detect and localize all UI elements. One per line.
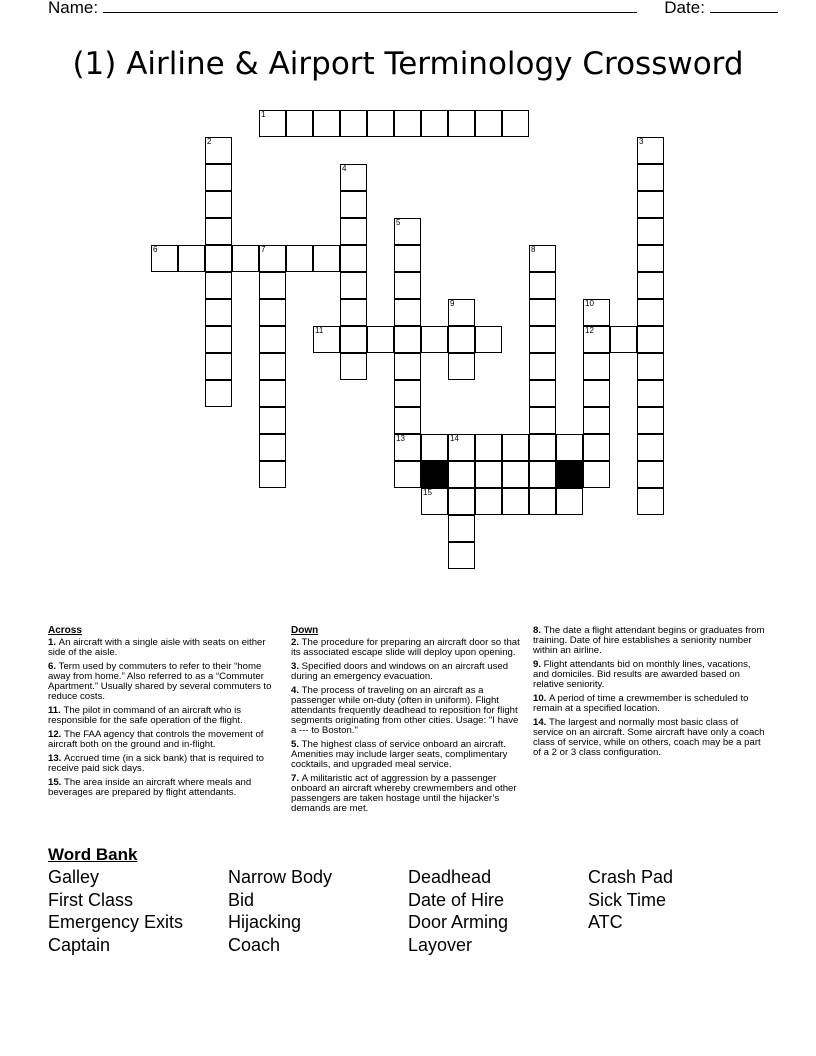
word-bank-item: Emergency Exits [48, 912, 184, 933]
word-bank-item: Coach [228, 935, 281, 956]
clue-text: A militaristic act of aggression by a passenger onboard an aircraft whereby crewmembers and other passengers are taken hostage until the hijacker’s demands are met. [291, 773, 517, 814]
grid-cell[interactable] [529, 299, 556, 326]
name-label: Name: [48, 0, 99, 17]
grid-cell[interactable] [475, 434, 502, 461]
clue-number: 8 [531, 245, 536, 254]
clue-text: Term used by commuters to refer to their “home away from home.” Also referred to as a “Commuter Apartment.” Usually shared by several commuters to reduce costs. [48, 661, 272, 702]
grid-cell[interactable] [367, 110, 394, 137]
clue-number: 11. [48, 705, 64, 716]
clue-text: A period of time a crewmember is scheduled to remain at a specified location. [533, 693, 749, 714]
clue-text: The FAA agency that controls the movement of aircraft both on the ground and in-flight. [48, 729, 264, 750]
clue [533, 694, 767, 714]
clue [533, 718, 767, 758]
grid-cell[interactable] [637, 461, 664, 488]
grid-cell[interactable] [394, 272, 421, 299]
grid-cell[interactable] [637, 245, 664, 272]
grid-cell[interactable] [502, 110, 529, 137]
grid-cell[interactable] [637, 272, 664, 299]
grid-cell[interactable] [502, 461, 529, 488]
clue-number: 14. [533, 717, 550, 728]
grid-cell[interactable] [340, 218, 367, 245]
clue-number: 1. [48, 637, 59, 648]
grid-cell[interactable] [205, 191, 232, 218]
clue-text: The area inside an aircraft where meals and beverages are prepared by flight attendants. [48, 777, 252, 798]
grid-cell[interactable] [637, 488, 664, 515]
clue-number: 2 [207, 137, 212, 146]
grid-cell[interactable] [259, 434, 286, 461]
grid-cell[interactable] [421, 434, 448, 461]
grid-cell[interactable] [637, 353, 664, 380]
grid-cell[interactable] [583, 407, 610, 434]
grid-cell[interactable] [637, 434, 664, 461]
blocked-cell [556, 461, 583, 488]
clue-number: 5. [291, 739, 302, 750]
clue [48, 662, 282, 702]
grid-cell[interactable] [448, 353, 475, 380]
grid-cell[interactable] [583, 353, 610, 380]
word-bank-item: Crash Pad [588, 867, 674, 887]
grid-cell[interactable] [394, 407, 421, 434]
grid-cell[interactable] [205, 326, 232, 353]
grid-cell[interactable] [637, 407, 664, 434]
clue [48, 778, 282, 798]
grid-cell[interactable] [394, 353, 421, 380]
across-heading: Across [48, 625, 82, 636]
clue [291, 740, 525, 770]
clue-text: The largest and normally most basic class of service on an aircraft. Some aircraft have only a coach class of service, while on others, coach may be a part of a 2 or 3 class configuration. [533, 717, 765, 758]
grid-cell[interactable] [556, 488, 583, 515]
down-clues-continued [533, 626, 767, 762]
word-bank-item: Galley [48, 867, 100, 887]
word-bank-item: ATC [588, 912, 623, 933]
clue-number: 10. [533, 693, 550, 704]
date-label: Date: [664, 0, 705, 17]
clue-text: The highest class of service onboard an aircraft. Amenities may include larger seats, complimentary cocktails, and upgraded meal service. [291, 739, 508, 770]
grid-cell[interactable] [340, 191, 367, 218]
clue [291, 686, 525, 736]
clue-number: 3 [639, 137, 644, 146]
grid-cell[interactable] [610, 326, 637, 353]
clue-text: The pilot in command of an aircraft who is responsible for the safe operation of the flight. [48, 705, 243, 726]
grid-cell[interactable] [340, 110, 367, 137]
grid-cell[interactable] [313, 110, 340, 137]
word-bank-title: Word Bank [48, 845, 138, 864]
grid-cell[interactable] [394, 380, 421, 407]
grid-cell[interactable] [529, 353, 556, 380]
grid-cell[interactable] [529, 272, 556, 299]
clue-text: Accrued time (in a sick bank) that is required to receive paid sick days. [48, 753, 264, 774]
grid-cell[interactable] [421, 326, 448, 353]
clue [48, 638, 282, 658]
grid-cell[interactable] [583, 461, 610, 488]
clue-text: An aircraft with a single aisle with seats on either side of the aisle. [48, 637, 266, 658]
clue [48, 706, 282, 726]
clue-number: 1 [261, 110, 266, 119]
clue-number: 9. [533, 659, 544, 670]
word-bank-item: Hijacking [228, 912, 302, 933]
grid-cell[interactable] [232, 245, 259, 272]
grid-cell[interactable] [394, 326, 421, 353]
grid-cell[interactable] [556, 434, 583, 461]
clue-number: 14 [450, 434, 459, 443]
across-clues [48, 626, 282, 802]
word-bank-item: Captain [48, 935, 111, 956]
grid-cell[interactable] [475, 488, 502, 515]
grid-cell[interactable] [421, 110, 448, 137]
grid-cell[interactable] [286, 110, 313, 137]
grid-cell[interactable] [205, 164, 232, 191]
clue-number: 6 [153, 245, 158, 254]
grid-cell[interactable] [637, 218, 664, 245]
clue [291, 638, 525, 658]
clue-number: 15 [423, 488, 432, 497]
grid-cell[interactable] [205, 299, 232, 326]
clue-number: 10 [585, 299, 594, 308]
page-title: (1) Airline & Airport Terminology Crossword [72, 46, 744, 82]
grid-cell[interactable] [259, 407, 286, 434]
clue-number: 2. [291, 637, 302, 648]
grid-cell[interactable] [529, 407, 556, 434]
clue-text: Specified doors and windows on an aircraft used during an emergency evacuation. [291, 661, 509, 682]
clue-number: 5 [396, 218, 401, 227]
word-bank-item: First Class [48, 889, 133, 910]
grid-cell[interactable] [340, 326, 367, 353]
clue-number: 8. [533, 625, 544, 636]
clue [48, 730, 282, 750]
word-bank-item: Layover [408, 935, 473, 956]
clue [533, 660, 767, 690]
grid-cell[interactable] [529, 326, 556, 353]
grid-cell[interactable] [340, 272, 367, 299]
grid-cell[interactable] [259, 299, 286, 326]
word-bank-item: Sick Time [588, 889, 667, 910]
clue-number: 15. [48, 777, 65, 788]
clue-number: 7 [261, 245, 266, 254]
grid-cell[interactable] [583, 380, 610, 407]
clue-number: 4 [342, 164, 347, 173]
grid-cell[interactable] [502, 434, 529, 461]
clue-number: 13 [396, 434, 405, 443]
grid-cell[interactable] [259, 272, 286, 299]
clue-number: 6. [48, 661, 59, 672]
grid-cell[interactable] [637, 380, 664, 407]
grid-cell[interactable] [637, 164, 664, 191]
grid-cell[interactable] [529, 380, 556, 407]
grid-cell[interactable] [448, 515, 475, 542]
grid-cell[interactable] [205, 380, 232, 407]
grid-cell[interactable] [529, 434, 556, 461]
clue-number: 13. [48, 753, 65, 764]
clue-number: 4. [291, 685, 302, 696]
grid-cell[interactable] [475, 110, 502, 137]
grid-cell[interactable] [529, 488, 556, 515]
grid-cell[interactable] [448, 326, 475, 353]
clue-text: Flight attendants bid on monthly lines, vacations, and domiciles. Bid results are awarded based on relative seniority. [533, 659, 751, 690]
clue-number: 9 [450, 299, 455, 308]
grid-cell[interactable] [448, 110, 475, 137]
word-bank-item: Bid [228, 889, 255, 910]
word-bank-item: Door Arming [408, 912, 509, 933]
grid-cell[interactable] [286, 245, 313, 272]
grid-cell[interactable] [394, 245, 421, 272]
grid-cell[interactable] [448, 461, 475, 488]
grid-cell[interactable] [259, 326, 286, 353]
clue [291, 774, 525, 814]
clue-number: 7. [291, 773, 302, 784]
grid-cell[interactable] [475, 326, 502, 353]
grid-cell[interactable] [340, 299, 367, 326]
grid-cell[interactable] [475, 461, 502, 488]
clue-text: The procedure for preparing an aircraft door so that its associated escape slide will deploy upon opening. [291, 637, 520, 658]
grid-cell[interactable] [448, 542, 475, 569]
clue [291, 662, 525, 682]
grid-cell[interactable] [637, 191, 664, 218]
grid-cell[interactable] [178, 245, 205, 272]
clue-text: The date a flight attendant begins or graduates from training. Date of hire establishes a seniority number within an airline. [533, 625, 765, 656]
grid-cell[interactable] [502, 488, 529, 515]
grid-cell[interactable] [394, 110, 421, 137]
grid-cell[interactable] [529, 461, 556, 488]
clue-number: 3. [291, 661, 302, 672]
clue [533, 626, 767, 656]
grid-cell[interactable] [637, 299, 664, 326]
word-bank-item: Deadhead [408, 867, 492, 887]
grid-cell[interactable] [367, 326, 394, 353]
grid-cell[interactable] [205, 218, 232, 245]
grid-cell[interactable] [205, 272, 232, 299]
clue-number: 12 [585, 326, 594, 335]
clue-number: 11 [315, 326, 324, 335]
grid-cell[interactable] [205, 245, 232, 272]
clue-text: The process of traveling on an aircraft as a passenger while on-duty (often in uniform). Flight attendants frequently deadhead to reposition for flight segments originating from other cities. Usage: "I have a --- to Boston." [291, 685, 519, 736]
grid-cell[interactable] [340, 353, 367, 380]
grid-cell[interactable] [394, 299, 421, 326]
word-bank-item: Narrow Body [228, 867, 333, 887]
grid-cell[interactable] [259, 461, 286, 488]
blocked-cell [421, 461, 448, 488]
grid-cell[interactable] [205, 353, 232, 380]
word-bank-item: Date of Hire [408, 889, 505, 910]
grid-cell[interactable] [583, 434, 610, 461]
grid-cell[interactable] [259, 353, 286, 380]
clue-number: 12. [48, 729, 65, 740]
grid-cell[interactable] [340, 245, 367, 272]
grid-cell[interactable] [448, 488, 475, 515]
grid-cell[interactable] [259, 380, 286, 407]
grid-cell[interactable] [394, 461, 421, 488]
clue [48, 754, 282, 774]
down-heading: Down [291, 625, 319, 636]
grid-cell[interactable] [313, 245, 340, 272]
grid-cell[interactable] [637, 326, 664, 353]
down-clues [291, 626, 525, 818]
